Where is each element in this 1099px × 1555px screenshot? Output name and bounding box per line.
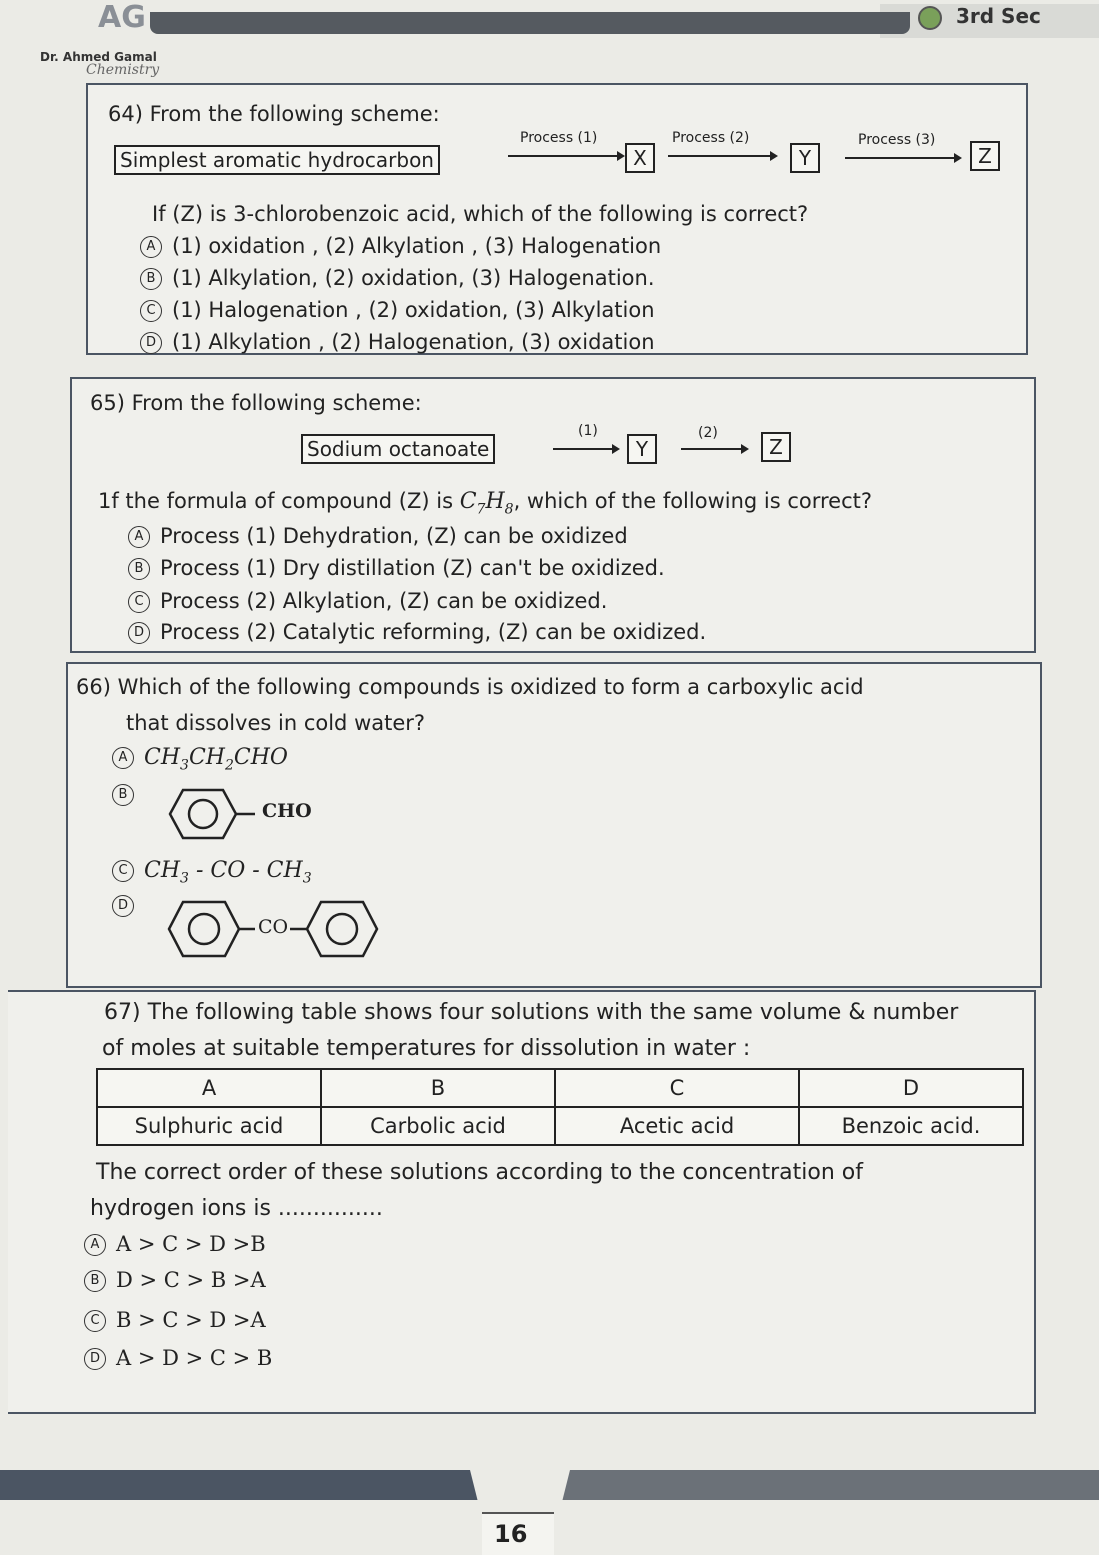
q64-process-1-label: Process (1) (520, 130, 598, 146)
q65-box-z: Z (761, 432, 791, 462)
option-text: Process (1) Dehydration, (Z) can be oxidized (160, 524, 628, 548)
q65-option-b[interactable] (128, 556, 665, 580)
q65-question-post: , which of the following is correct? (513, 489, 873, 513)
q66-b-group: CHO (262, 800, 312, 822)
q65-start-box: Sodium octanoate (301, 434, 495, 464)
q65-process-1-label: (1) (578, 423, 598, 439)
logo: AG (98, 0, 146, 35)
q67-option-d[interactable] (84, 1346, 272, 1370)
option-text: (1) oxidation , (2) Alkylation , (3) Halogenation (172, 234, 662, 258)
option-letter: B (84, 1270, 106, 1292)
q64-process-3-label: Process (3) (858, 132, 936, 148)
q64-arrow-3 (845, 157, 960, 159)
footer-band (0, 1470, 1099, 1500)
q66-option-a[interactable] (112, 745, 288, 773)
q64-start-box: Simplest aromatic hydrocarbon (114, 145, 440, 175)
q67-option-b[interactable] (84, 1268, 266, 1292)
a-sub-1: 3 (180, 757, 189, 774)
option-text: Process (2) Catalytic reforming, (Z) can be oxidized. (160, 620, 707, 644)
option-letter: D (140, 332, 162, 354)
option-letter: A (84, 1234, 106, 1256)
option-letter: D (84, 1348, 106, 1370)
table-cell: Sulphuric acid (97, 1107, 321, 1145)
formula-c-sub: 7 (476, 501, 486, 518)
table-cell: Acetic acid (555, 1107, 799, 1145)
table-cell: Benzoic acid. (799, 1107, 1023, 1145)
q66-option-d[interactable] (112, 893, 144, 917)
q67-option-a[interactable] (84, 1232, 266, 1256)
q65-option-a[interactable] (128, 524, 628, 548)
q66-a-formula (144, 745, 288, 774)
a-ch: CH (144, 745, 181, 770)
option-text: A > D > C > B (116, 1346, 273, 1370)
q65-arrow-1 (553, 448, 618, 450)
table-header-cell: C (555, 1069, 799, 1107)
q67-line-3: The correct order of these solutions according to the concentration of (96, 1160, 863, 1185)
formula-c: C (459, 489, 477, 514)
table-header-row (97, 1069, 1023, 1107)
q65-arrow-2 (681, 448, 747, 450)
option-text: B > C > D >A (116, 1308, 266, 1332)
option-letter: C (84, 1310, 106, 1332)
c-ch3-b: CH (266, 858, 303, 883)
q65-title: 65) From the following scheme: (90, 391, 422, 415)
q66-d-group: CO (258, 916, 289, 938)
option-text: Process (1) Dry distillation (Z) can't be oxidized. (160, 556, 665, 580)
q66-line-2: that dissolves in cold water? (126, 711, 426, 735)
solutions-table (96, 1068, 1024, 1146)
section-icon (918, 6, 942, 30)
c-mid: - CO - (188, 858, 267, 883)
option-letter: B (128, 558, 150, 580)
option-letter: D (112, 895, 134, 917)
q65-box-y: Y (627, 434, 657, 464)
option-text: (1) Alkylation, (2) oxidation, (3) Halogenation. (172, 266, 655, 290)
option-letter: B (112, 784, 134, 806)
q65-question (98, 489, 872, 517)
q64-option-c[interactable] (140, 298, 655, 322)
option-text: (1) Halogenation , (2) oxidation, (3) Alkylation (172, 298, 655, 322)
teacher-name: Dr. Ahmed Gamal (40, 50, 157, 64)
q65-process-2-label: (2) (698, 425, 718, 441)
option-text: Process (2) Alkylation, (Z) can be oxidized. (160, 589, 608, 613)
q65-formula (459, 489, 514, 518)
option-text: (1) Alkylation , (2) Halogenation, (3) oxidation (172, 330, 655, 354)
q67-line-4: hydrogen ions is ............... (90, 1196, 383, 1221)
option-letter: A (140, 236, 162, 258)
q64-option-b[interactable] (140, 266, 655, 290)
table-cell: Carbolic acid (321, 1107, 555, 1145)
c-ch3-a: CH (144, 858, 181, 883)
q65-option-d[interactable] (128, 620, 706, 644)
a-cho: CHO (233, 745, 288, 770)
q65-option-c[interactable] (128, 589, 607, 613)
formula-h-sub: 8 (504, 501, 514, 518)
q64-box-y: Y (790, 143, 820, 173)
benzene-ring-icon (155, 786, 255, 842)
q64-title: 64) From the following scheme: (108, 102, 440, 126)
table-row (97, 1107, 1023, 1145)
subject-signature: Chemistry (86, 62, 160, 78)
section-label: 3rd Sec (956, 4, 1041, 28)
a-ch2: CH (188, 745, 225, 770)
q66-c-formula (144, 858, 312, 887)
q64-process-2-label: Process (2) (672, 130, 750, 146)
table-header-cell: B (321, 1069, 555, 1107)
q64-question: If (Z) is 3-chlorobenzoic acid, which of the following is correct? (152, 202, 809, 226)
q66-option-c[interactable] (112, 858, 312, 886)
a-sub-2: 2 (224, 757, 234, 774)
option-letter: C (128, 591, 150, 613)
q66-line-1: 66) Which of the following compounds is oxidized to form a carboxylic acid (76, 675, 864, 699)
option-text: D > C > B >A (116, 1268, 266, 1292)
q64-option-d[interactable] (140, 330, 655, 354)
table-header-cell: D (799, 1069, 1023, 1107)
q64-arrow-2 (668, 155, 776, 157)
header-bar (150, 12, 910, 34)
q67-line-1: 67) The following table shows four solutions with the same volume & number (104, 1000, 959, 1025)
q64-box-z: Z (970, 141, 1000, 171)
table-header-cell: A (97, 1069, 321, 1107)
option-letter: A (128, 526, 150, 548)
q65-question-pre: 1f the formula of compound (Z) is (98, 489, 460, 513)
page-number: 16 (494, 1520, 528, 1548)
q67-line-2: of moles at suitable temperatures for dissolution in water : (102, 1036, 751, 1061)
q66-option-b[interactable] (112, 782, 144, 806)
option-letter: C (112, 860, 134, 882)
c-sub-b: 3 (302, 870, 312, 887)
formula-h: H (485, 489, 505, 514)
q67-option-c[interactable] (84, 1308, 266, 1332)
q64-arrow-1 (508, 155, 623, 157)
option-letter: B (140, 268, 162, 290)
option-letter: D (128, 622, 150, 644)
option-letter: C (140, 300, 162, 322)
option-letter: A (112, 747, 134, 769)
q64-box-x: X (625, 143, 655, 173)
q64-option-a[interactable] (140, 234, 661, 258)
c-sub-a: 3 (180, 870, 189, 887)
option-text: A > C > D >B (116, 1232, 266, 1256)
